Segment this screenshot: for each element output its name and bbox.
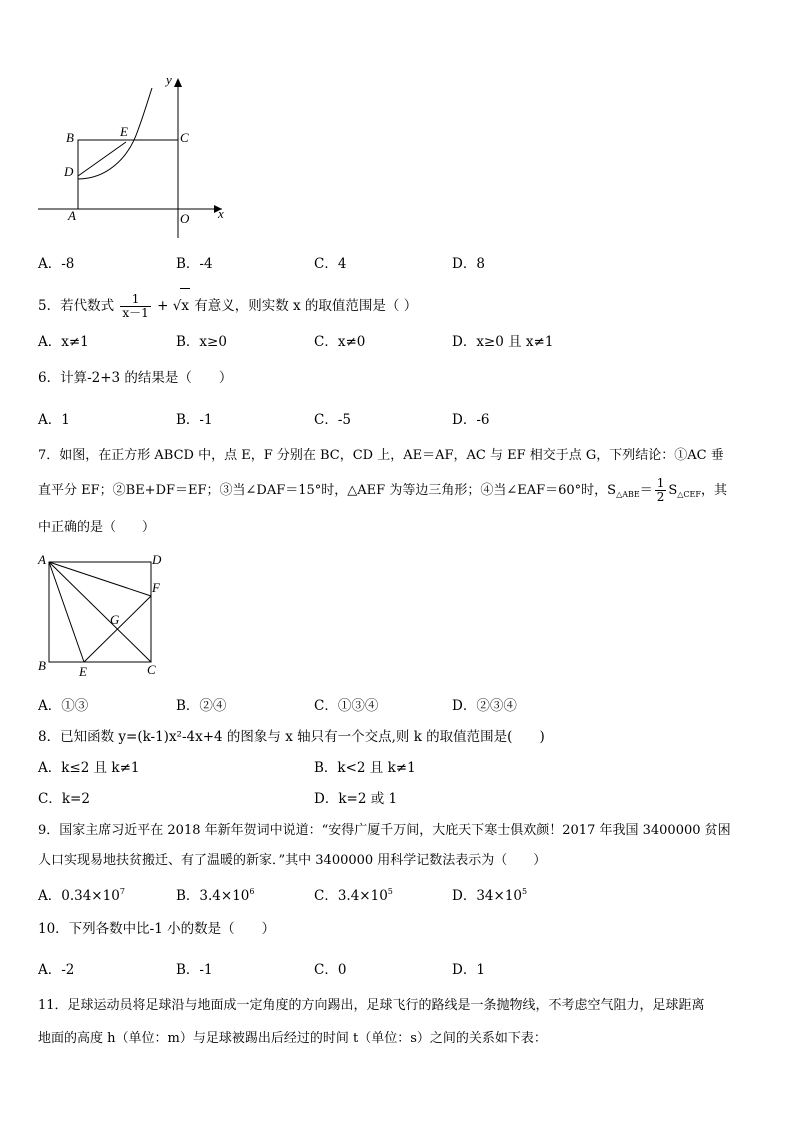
label-e: E xyxy=(79,664,87,679)
q5-sqrt-sign: √ xyxy=(172,298,182,314)
label-b: B xyxy=(66,130,74,145)
q9-option-c-base: C．3.4×10 xyxy=(314,888,388,904)
q6-option-a[interactable]: A．1 xyxy=(38,412,70,428)
y-axis-arrow xyxy=(174,78,182,87)
figure-coordinate-diagram xyxy=(30,70,240,240)
q7-line2-end: ，其 xyxy=(700,483,727,498)
q4-option-c[interactable]: C．4 xyxy=(314,256,347,272)
q8-option-b[interactable]: B．k<2 且 k≠1 xyxy=(314,760,416,776)
q8-option-a[interactable]: A．k≤2 且 k≠1 xyxy=(38,760,140,776)
q7-frac-den: 2 xyxy=(656,490,665,504)
q7-frac-num: 1 xyxy=(656,476,665,490)
q5-option-a[interactable]: A．x≠1 xyxy=(38,334,89,350)
q5-suffix: 有意义，则实数 x 的取值范围是（ ） xyxy=(194,298,418,314)
q9-option-b-base: B．3.4×10 xyxy=(176,888,250,904)
q9-line2: 人口实现易地扶贫搬迁、有了温暖的新家．”其中 3400000 用科学记数法表示为（ ） xyxy=(38,853,547,868)
q9-option-d[interactable] xyxy=(452,883,527,905)
q7-sub-abe: △ABE xyxy=(616,490,640,499)
q5-frac-num: 1 xyxy=(120,293,150,307)
label-f: F xyxy=(152,580,160,595)
q6-stem: 6．计算-2+3 的结果是（ ） xyxy=(38,370,233,386)
q11-line1: 11．足球运动员将足球沿与地面成一定角度的方向踢出，足球飞行的路线是一条抛物线，不考虑空气阻力，足球距离 xyxy=(38,998,705,1013)
label-y: y xyxy=(166,72,172,87)
q8-stem: 8．已知函数 y=(k-1)x²-4x+4 的图象与 x 轴只有一个交点,则 k 的取值范围是( ) xyxy=(38,729,545,745)
q7-option-a[interactable]: A．①③ xyxy=(38,698,89,714)
q9-option-c-exp: 5 xyxy=(387,887,393,896)
label-x: x xyxy=(218,206,224,221)
label-c: C xyxy=(147,662,156,677)
q5-option-d[interactable]: D．x≥0 且 x≠1 xyxy=(452,334,554,350)
q10-stem: 10．下列各数中比-1 小的数是（ ） xyxy=(38,921,276,937)
q6-option-c[interactable]: C．-5 xyxy=(314,412,351,428)
q10-option-d[interactable]: D．1 xyxy=(452,962,485,978)
q8-option-d[interactable]: D．k=2 或 1 xyxy=(314,791,398,807)
segment-ac xyxy=(49,562,151,662)
label-o: O xyxy=(180,211,190,226)
q6-option-d[interactable]: D．-6 xyxy=(452,412,490,428)
q11-line2: 地面的高度 h（单位：m）与足球被踢出后经过的时间 t（单位：s）之间的关系如下表： xyxy=(38,1031,547,1046)
q10-option-b[interactable]: B．-1 xyxy=(176,962,213,978)
q5-prefix: 5．若代数式 xyxy=(38,298,115,314)
q7-option-c[interactable]: C．①③④ xyxy=(314,698,379,714)
segment-ae xyxy=(49,562,84,662)
q9-option-b[interactable] xyxy=(176,883,254,905)
q5-sqrt-arg: x xyxy=(180,288,190,323)
q7-option-b[interactable]: B．②④ xyxy=(176,698,227,714)
q9-option-d-exp: 5 xyxy=(522,887,528,896)
q5-fraction xyxy=(120,293,150,320)
hyperbola-curve xyxy=(78,88,152,179)
q9-option-b-exp: 6 xyxy=(249,887,255,896)
label-b: B xyxy=(38,658,46,673)
q7-equals: ＝ xyxy=(639,483,653,498)
label-e: E xyxy=(120,124,128,139)
q9-option-d-base: D．34×10 xyxy=(452,888,522,904)
q5-plus: + xyxy=(157,298,169,314)
q5-stem xyxy=(38,288,417,323)
q4-option-a[interactable]: A．-8 xyxy=(38,256,75,272)
label-a: A xyxy=(38,552,46,567)
q7-line2 xyxy=(38,474,727,512)
q9-line1: 9．国家主席习近平在 2018 年新年贺词中说道：“安得广厦千万间，大庇天下寒士俱欢颜！2017 年我国 3400000 贫困 xyxy=(38,823,731,838)
label-d: D xyxy=(152,552,162,567)
q4-option-d[interactable]: D．8 xyxy=(452,256,485,272)
segment-de xyxy=(78,142,126,176)
q5-frac-den: x－1 xyxy=(122,306,149,320)
label-a: A xyxy=(68,208,76,223)
q7-line1: 7．如图，在正方形 ABCD 中，点 E，F 分别在 BC，CD 上，AE＝AF，AC 与 EF 相交于点 G，下列结论：①AC 垂 xyxy=(38,448,724,463)
figure-square-abcd xyxy=(34,550,164,680)
q7-line3: 中正确的是（ ） xyxy=(38,520,156,535)
q5-option-c[interactable]: C．x≠0 xyxy=(314,334,366,350)
q4-option-b[interactable]: B．-4 xyxy=(176,256,213,272)
q9-option-a-base: A．0.34×10 xyxy=(38,888,120,904)
q7-fraction xyxy=(655,477,667,504)
q10-option-a[interactable]: A．-2 xyxy=(38,962,75,978)
q6-option-b[interactable]: B．-1 xyxy=(176,412,213,428)
q7-s2: S xyxy=(668,483,678,498)
q5-option-b[interactable]: B．x≥0 xyxy=(176,334,227,350)
q9-option-c[interactable] xyxy=(314,883,393,905)
q7-option-d[interactable]: D．②③④ xyxy=(452,698,517,714)
q8-option-c[interactable]: C．k=2 xyxy=(38,791,90,807)
label-c: C xyxy=(180,130,189,145)
q10-option-c[interactable]: C．0 xyxy=(314,962,347,978)
label-g: G xyxy=(110,612,120,627)
label-d: D xyxy=(64,164,74,179)
q7-line2-text: 直平分 EF；②BE+DF＝EF；③当∠DAF＝15°时，△AEF 为等边三角形；④当∠EAF＝60°时，S xyxy=(38,483,617,498)
q9-option-a[interactable] xyxy=(38,883,125,905)
q9-option-a-exp: 7 xyxy=(119,887,125,896)
q7-sub-cef: △CEF xyxy=(677,490,701,499)
segment-af xyxy=(49,562,151,596)
